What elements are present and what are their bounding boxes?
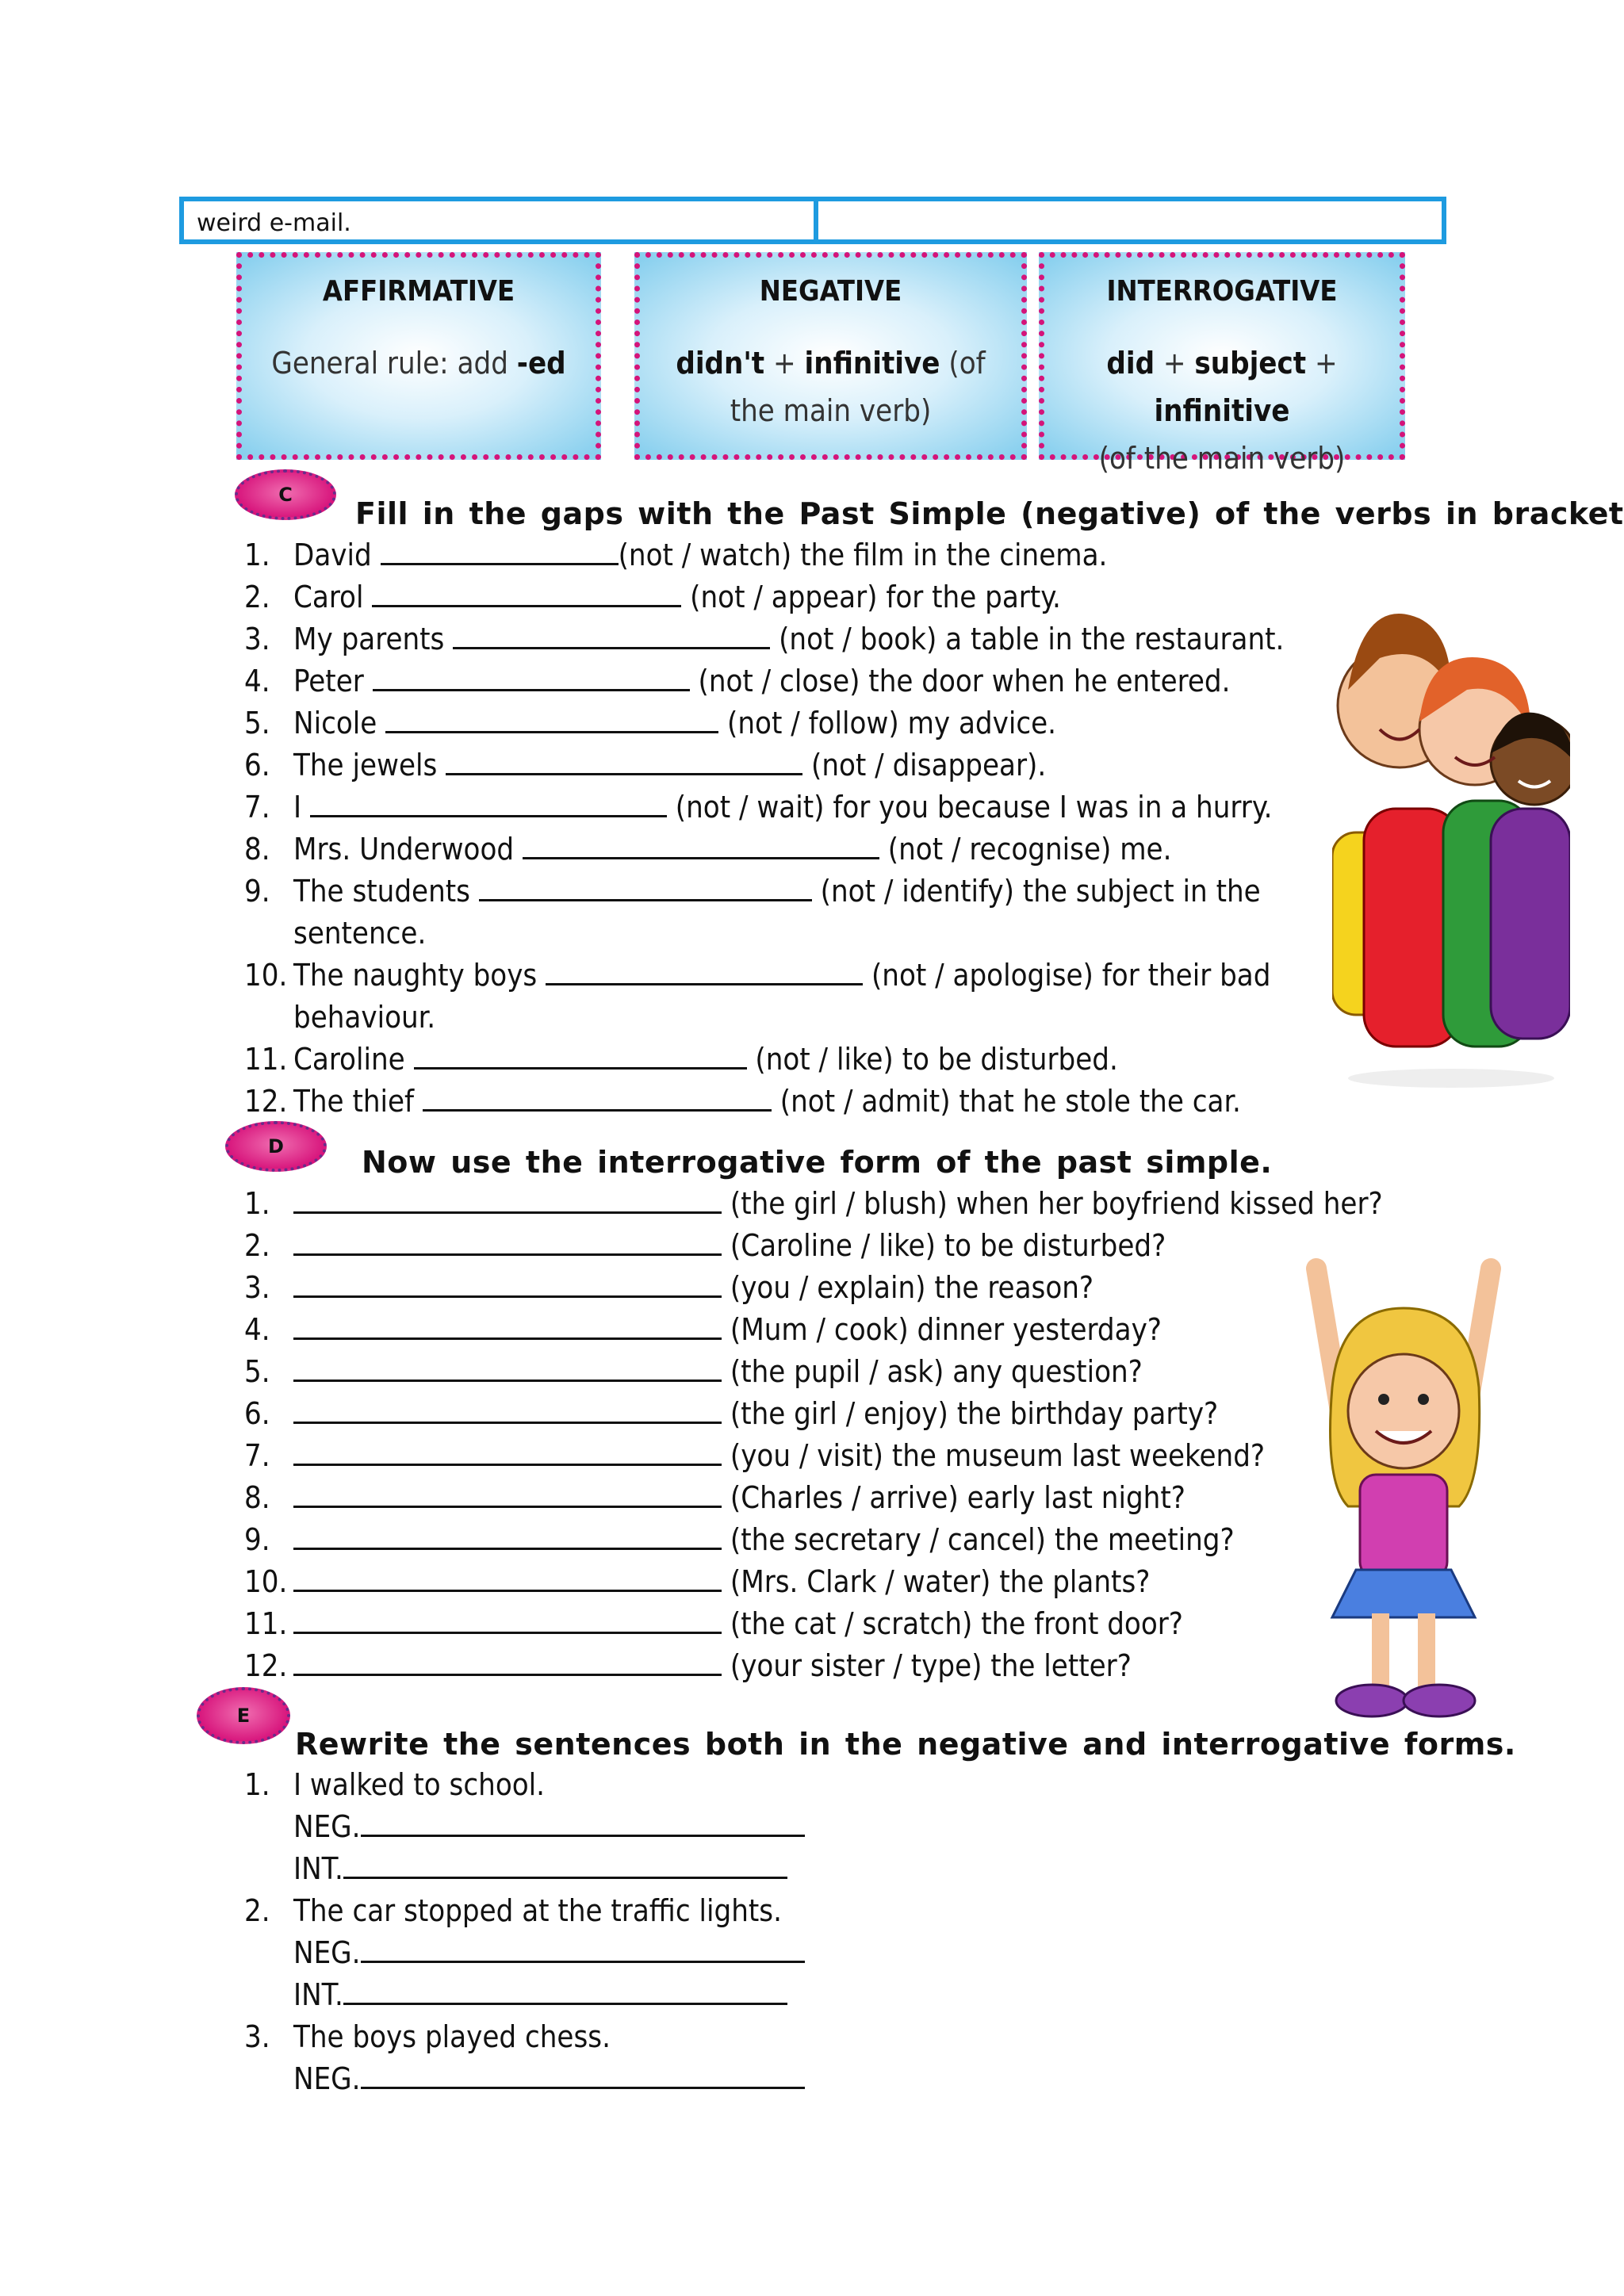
interrogative-rule-plus-1: + <box>1155 346 1195 381</box>
answer-blank[interactable] <box>293 1477 722 1508</box>
item-number: 5. <box>244 1354 270 1389</box>
answer-blank[interactable] <box>361 1806 805 1837</box>
header-cell-left: weird e-mail. <box>184 201 818 239</box>
item-after-text: (not / appear) for the party. <box>681 580 1061 614</box>
item-number: 12. <box>244 1648 288 1683</box>
item-sentence <box>293 744 1046 786</box>
item-continuation-text: sentence. <box>293 916 427 951</box>
item-number: 11. <box>244 1042 288 1077</box>
item-after-text: (not / close) the door when he entered. <box>689 664 1231 698</box>
item-sentence <box>293 1603 1183 1645</box>
item-sentence-text: The boys played chess. <box>293 2019 611 2054</box>
item-sentence <box>293 955 1270 997</box>
item-prompt-text: (the girl / enjoy) the birthday party? <box>722 1396 1219 1431</box>
answer-blank[interactable] <box>546 955 863 985</box>
item-number: 7. <box>244 790 270 825</box>
list-item-continuation <box>244 913 1370 955</box>
item-number: 6. <box>244 748 270 783</box>
item-before-text: Carol <box>293 580 373 614</box>
item-number: 2. <box>244 580 270 614</box>
item-after-text: (not / book) a table in the restaurant. <box>770 622 1285 656</box>
neg-answer-line <box>293 2058 805 2100</box>
int-answer-line <box>293 1848 787 1890</box>
section-c-list <box>244 534 1370 1123</box>
item-sentence <box>293 786 1272 828</box>
item-sentence <box>293 1309 1162 1351</box>
item-after-text: (not / apologise) for their bad <box>863 958 1271 993</box>
item-sentence <box>293 1081 1241 1123</box>
item-after-text: (not / follow) my advice. <box>718 706 1057 740</box>
item-number: 10. <box>244 958 288 993</box>
item-prompt-text: (Mrs. Clark / water) the plants? <box>722 1564 1151 1599</box>
item-sentence <box>293 1183 1383 1225</box>
item-sentence <box>293 1225 1166 1267</box>
item-before-text: My parents <box>293 622 454 656</box>
item-sentence <box>293 1477 1185 1519</box>
answer-blank[interactable] <box>310 786 667 817</box>
item-number: 8. <box>244 1480 270 1515</box>
item-number: 10. <box>244 1564 288 1599</box>
girl-cheering-illustration <box>1285 1253 1522 1728</box>
item-before-text: Peter <box>293 664 373 698</box>
answer-blank[interactable] <box>293 1267 722 1298</box>
answer-blank[interactable] <box>373 660 690 691</box>
item-sentence <box>293 660 1230 702</box>
item-number: 3. <box>244 622 270 656</box>
list-item <box>244 786 1370 828</box>
item-sentence-text: I walked to school. <box>293 1767 546 1802</box>
answer-blank[interactable] <box>293 1225 722 1256</box>
item-sentence <box>293 1039 1118 1081</box>
list-item <box>244 744 1370 786</box>
list-item <box>244 1183 1481 1225</box>
item-prompt-text: (you / visit) the museum last weekend? <box>722 1438 1266 1473</box>
item-prompt-text: (Charles / arrive) early last night? <box>722 1480 1185 1515</box>
answer-blank[interactable] <box>293 1519 722 1550</box>
answer-blank[interactable] <box>361 1932 805 1963</box>
item-before-text: Caroline <box>293 1042 414 1077</box>
neg-label: NEG. <box>293 1809 361 1844</box>
item-number: 4. <box>244 664 270 698</box>
answer-blank[interactable] <box>381 534 619 565</box>
section-e-badge: E <box>197 1687 290 1744</box>
interrogative-rule-rest: (of the main verb) <box>1098 441 1346 476</box>
answer-blank[interactable] <box>372 576 681 607</box>
item-sentence <box>293 702 1056 744</box>
answer-blank[interactable] <box>293 1183 722 1214</box>
answer-blank[interactable] <box>446 744 802 775</box>
affirmative-rule-box <box>236 252 601 460</box>
section-d-badge: D <box>225 1121 327 1172</box>
list-item <box>244 871 1370 913</box>
affirmative-rule-suffix: -ed <box>516 346 566 381</box>
item-after-text: (not / disappear). <box>802 748 1047 783</box>
header-table <box>179 197 1446 244</box>
list-item <box>244 660 1370 702</box>
affirmative-rule-text: General rule: add <box>271 346 508 381</box>
item-sentence <box>293 1267 1094 1309</box>
item-number: 6. <box>244 1396 270 1431</box>
item-number: 9. <box>244 1522 270 1557</box>
item-sentence-text: The car stopped at the traffic lights. <box>293 1893 782 1928</box>
item-prompt-text: (the cat / scratch) the front door? <box>722 1606 1183 1641</box>
item-before-text: Nicole <box>293 706 386 740</box>
item-before-text: The thief <box>293 1084 423 1119</box>
list-item-continuation <box>244 997 1370 1039</box>
item-before-text: The students <box>293 874 479 909</box>
section-d-heading: Now use the interrogative form of the past simple. <box>362 1145 1273 1180</box>
neg-answer-line <box>293 1806 805 1848</box>
item-sentence <box>293 1393 1218 1435</box>
negative-title: NEGATIVE <box>759 275 902 308</box>
negative-rule-plus: + <box>764 346 805 381</box>
item-before-text: I <box>293 790 310 825</box>
item-sentence <box>293 1351 1143 1393</box>
item-prompt-text: (Mum / cook) dinner yesterday? <box>722 1312 1162 1347</box>
negative-rule-box <box>634 252 1027 460</box>
item-number: 2. <box>244 1893 270 1928</box>
neg-answer-line <box>293 1932 805 1974</box>
affirmative-title: AFFIRMATIVE <box>322 275 515 308</box>
item-before-text: David <box>293 538 381 572</box>
answer-blank[interactable] <box>293 1603 722 1634</box>
item-number: 5. <box>244 706 270 740</box>
item-number: 11. <box>244 1606 288 1641</box>
answer-blank[interactable] <box>423 1081 772 1112</box>
item-prompt-text: (Caroline / like) to be disturbed? <box>722 1228 1166 1263</box>
item-after-text: (not / watch) the film in the cinema. <box>618 538 1108 572</box>
item-number: 1. <box>244 538 270 572</box>
answer-blank[interactable] <box>293 1393 722 1424</box>
int-label: INT. <box>293 1977 343 2012</box>
int-label: INT. <box>293 1851 343 1886</box>
affirmative-rule <box>242 339 596 387</box>
neg-label: NEG. <box>293 2061 361 2096</box>
answer-blank[interactable] <box>479 871 812 901</box>
section-c-badge: C <box>235 469 336 520</box>
item-number: 4. <box>244 1312 270 1347</box>
item-prompt-text: (the girl / blush) when her boyfriend kissed her? <box>722 1186 1383 1221</box>
neg-label: NEG. <box>293 1935 361 1970</box>
item-prompt-text: (the secretary / cancel) the meeting? <box>722 1522 1235 1557</box>
answer-blank[interactable] <box>293 1309 722 1340</box>
item-number: 9. <box>244 874 270 909</box>
answer-blank[interactable] <box>523 828 879 859</box>
list-item <box>244 955 1370 997</box>
list-item <box>244 828 1370 871</box>
answer-blank[interactable] <box>361 2058 805 2089</box>
int-answer-line <box>293 1974 787 2016</box>
list-item <box>244 1081 1370 1123</box>
item-sentence <box>293 618 1284 660</box>
item-before-text: The jewels <box>293 748 446 783</box>
list-item <box>244 534 1370 576</box>
answer-blank[interactable] <box>414 1039 747 1070</box>
interrogative-rule <box>1044 339 1400 482</box>
children-group-illustration <box>1332 571 1570 1094</box>
answer-blank[interactable] <box>343 1848 787 1879</box>
item-sentence <box>293 1435 1265 1477</box>
item-after-text: (not / like) to be disturbed. <box>746 1042 1118 1077</box>
item-sentence <box>293 534 1107 576</box>
interrogative-rule-did: did <box>1106 346 1155 381</box>
interrogative-title: INTERROGATIVE <box>1106 275 1338 308</box>
section-c-heading: Fill in the gaps with the Past Simple (negative) of the verbs in bracket <box>355 496 1624 531</box>
item-number: 3. <box>244 1270 270 1305</box>
item-after-text: (not / recognise) me. <box>879 832 1172 867</box>
item-continuation-text: behaviour. <box>293 1000 436 1035</box>
item-prompt-text: (the pupil / ask) any question? <box>722 1354 1143 1389</box>
list-item <box>244 618 1370 660</box>
interrogative-rule-plus-2: + <box>1306 346 1338 381</box>
answer-blank[interactable] <box>453 618 770 649</box>
item-after-text: (not / wait) for you because I was in a hurry. <box>666 790 1273 825</box>
item-number: 1. <box>244 1186 270 1221</box>
item-before-text: The naughty boys <box>293 958 546 993</box>
section-e-heading: Rewrite the sentences both in the negative and interrogative forms. <box>295 1727 1516 1762</box>
header-cell-right <box>818 201 1442 239</box>
answer-blank[interactable] <box>293 1351 722 1382</box>
item-number: 3. <box>244 2019 270 2054</box>
answer-blank[interactable] <box>385 702 718 733</box>
item-sentence <box>293 1561 1150 1603</box>
list-item <box>244 702 1370 744</box>
list-item <box>244 1039 1370 1081</box>
negative-rule-infinitive: infinitive <box>804 346 940 381</box>
item-after-text: (not / admit) that he stole the car. <box>771 1084 1241 1119</box>
item-before-text: Mrs. Underwood <box>293 832 523 867</box>
item-number: 7. <box>244 1438 270 1473</box>
item-sentence <box>293 1519 1235 1561</box>
item-prompt-text: (you / explain) the reason? <box>722 1270 1094 1305</box>
interrogative-rule-subject: subject <box>1194 346 1307 381</box>
item-sentence <box>293 1645 1132 1687</box>
item-after-text: (not / identify) the subject in the <box>811 874 1261 909</box>
answer-blank[interactable] <box>293 1435 722 1466</box>
interrogative-rule-infinitive: infinitive <box>1154 393 1290 428</box>
negative-rule-didnt: didn't <box>676 346 765 381</box>
item-sentence <box>293 828 1171 871</box>
item-number: 1. <box>244 1767 270 1802</box>
list-item <box>244 576 1370 618</box>
answer-blank[interactable] <box>343 1974 787 2005</box>
item-number: 12. <box>244 1084 288 1119</box>
item-sentence <box>293 576 1061 618</box>
item-number: 8. <box>244 832 270 867</box>
answer-blank[interactable] <box>293 1561 722 1592</box>
answer-blank[interactable] <box>293 1645 722 1676</box>
item-prompt-text: (your sister / type) the letter? <box>722 1648 1132 1683</box>
item-sentence <box>293 871 1261 913</box>
negative-rule <box>640 339 1021 434</box>
item-number: 2. <box>244 1228 270 1263</box>
negative-rule-rest: (of the main verb) <box>730 346 986 428</box>
interrogative-rule-box <box>1039 252 1405 476</box>
